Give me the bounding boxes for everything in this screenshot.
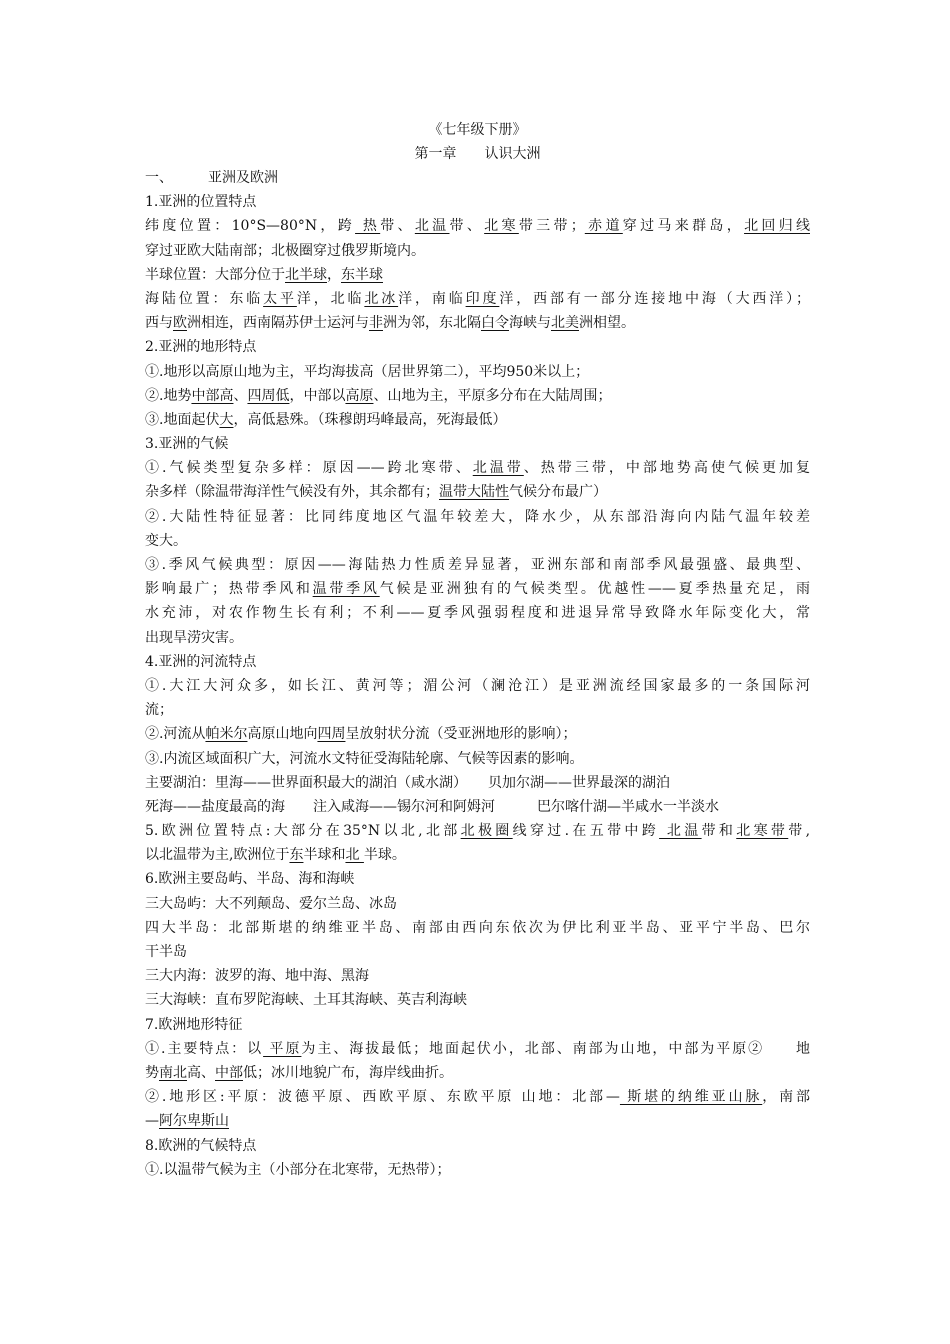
text-line bbox=[145, 674, 810, 698]
text-segment: 高原山地向 bbox=[247, 726, 318, 743]
text-segment: 带, bbox=[788, 823, 810, 840]
underlined-answer: 平原 bbox=[263, 1040, 302, 1057]
underlined-answer: 四周 bbox=[317, 726, 346, 743]
underlined-answer: 北温 bbox=[659, 823, 702, 840]
chapter-heading: 第一章 认识大洲 bbox=[414, 146, 541, 162]
underlined-answer: 南北 bbox=[159, 1064, 187, 1081]
text-line bbox=[145, 601, 810, 625]
text-line bbox=[145, 1158, 810, 1182]
text-line bbox=[145, 964, 810, 988]
underlined-answer: 北寒带 bbox=[736, 823, 789, 840]
text-line bbox=[145, 795, 810, 819]
text-segment: ， bbox=[327, 266, 341, 283]
text-segment: 杂多样（除温带海洋性气候没有外，其余都有； bbox=[145, 484, 439, 501]
underlined-answer: 中部高 bbox=[191, 387, 234, 404]
text-segment: 影响最广；热带季风和 bbox=[145, 581, 313, 598]
text-segment: 海陆位置：东临 bbox=[145, 290, 264, 307]
text-segment: 洲相连，西南隔苏伊士运河与 bbox=[187, 315, 369, 332]
text-segment: ①.大江大河众多，如长江、黄河等；湄公河（澜沧江）是亚洲流经国家最多的一条国际河 bbox=[145, 677, 810, 694]
text-segment: 三大内海：波罗的海、地中海、黑海 bbox=[145, 968, 369, 985]
text-line bbox=[145, 819, 810, 843]
text-line bbox=[145, 311, 810, 335]
underlined-answer: 温带大陆性 bbox=[439, 484, 509, 501]
text-segment: 带和 bbox=[701, 823, 737, 840]
text-segment: 海峡与 bbox=[509, 315, 551, 332]
document-title: 《七年级下册》 bbox=[428, 122, 527, 138]
document-page bbox=[145, 118, 810, 1182]
underlined-answer: 北寒 bbox=[484, 218, 519, 235]
text-line bbox=[145, 771, 810, 795]
underlined-answer: 东半球 bbox=[341, 266, 383, 283]
underlined-answer: 北回归线 bbox=[744, 218, 810, 235]
text-segment: 2.亚洲的地形特点 bbox=[145, 339, 257, 356]
text-segment: 洋，西部有一部分连接地中海（大西洋）； bbox=[499, 290, 810, 307]
text-line bbox=[145, 892, 810, 916]
text-segment: 出现旱涝灾害。 bbox=[145, 629, 243, 646]
text-segment: 西与 bbox=[145, 315, 173, 332]
text-line bbox=[145, 408, 810, 432]
underlined-answer: 四周低 bbox=[247, 387, 290, 404]
text-line bbox=[145, 239, 810, 263]
text-segment: 流； bbox=[145, 702, 173, 719]
text-line bbox=[145, 456, 810, 480]
text-line bbox=[145, 432, 810, 456]
underlined-answer: 北美 bbox=[551, 315, 579, 332]
text-line bbox=[145, 867, 810, 891]
text-line bbox=[145, 722, 810, 746]
text-line bbox=[145, 384, 810, 408]
text-segment: 三大海峡：直布罗陀海峡、土耳其海峡、英吉利海峡 bbox=[145, 992, 467, 1009]
text-segment: — bbox=[145, 1113, 159, 1130]
text-segment: ③.地面起伏 bbox=[145, 411, 220, 428]
text-segment: ，高低悬殊。（珠穆朗玛峰最高，死海最低） bbox=[233, 411, 507, 428]
text-segment: 呈放射状分流（受亚洲地形的影响）； bbox=[345, 726, 577, 743]
text-segment: 洲相望。 bbox=[579, 315, 635, 332]
text-segment: 半球。 bbox=[363, 847, 406, 864]
text-line bbox=[145, 335, 810, 359]
text-line bbox=[145, 916, 810, 940]
underlined-answer: 斯堪的纳维亚山脉 bbox=[619, 1089, 763, 1106]
text-line bbox=[145, 360, 810, 384]
text-segment: 高、 bbox=[187, 1064, 215, 1081]
text-segment: 3.亚洲的气候 bbox=[145, 436, 229, 453]
underlined-answer: 北 bbox=[345, 847, 364, 864]
underlined-answer: 北冰 bbox=[364, 290, 399, 307]
text-segment: 主要湖泊：里海——世界面积最大的湖泊（咸水湖） 贝加尔湖——世界最深的湖泊 bbox=[145, 774, 670, 791]
underlined-answer: 帕米尔 bbox=[205, 726, 248, 743]
text-segment: ③.内流区域面积广大，河流水文特征受海陆轮廓、气候等因素的影响。 bbox=[145, 750, 584, 767]
underlined-answer: 非 bbox=[369, 315, 383, 332]
text-segment: 以北温带为主,欧洲位于 bbox=[145, 847, 290, 864]
text-line bbox=[145, 1013, 810, 1037]
underlined-answer: 东 bbox=[289, 847, 304, 864]
text-segment: ，中部以 bbox=[289, 387, 346, 404]
text-segment: 、山地为主，平原多分布在大陆周围； bbox=[373, 387, 612, 404]
text-segment: 四大半岛：北部斯堪的纳维亚半岛、南部由西向东依次为伊比利亚半岛、亚平宁半岛、巴尔 bbox=[145, 919, 810, 936]
text-line bbox=[145, 1037, 810, 1061]
text-line bbox=[145, 1061, 810, 1085]
text-segment: 线穿过.在五带中跨 bbox=[512, 823, 660, 840]
text-segment: 气候分布最广） bbox=[509, 484, 607, 501]
text-segment: 5.欧洲位置特点:大部分在35°N以北,北部 bbox=[145, 823, 461, 840]
underlined-answer: 温带季风 bbox=[312, 581, 380, 598]
text-segment: 带、 bbox=[449, 218, 485, 235]
text-segment: 带三带； bbox=[518, 218, 585, 235]
text-segment: ①.气候类型复杂多样：原因——跨北寒带、 bbox=[145, 460, 473, 477]
text-segment: 死海——盐度最高的海 注入咸海——锡尔河和阿姆河 巴尔喀什湖—半咸水一半淡水 bbox=[145, 798, 719, 815]
text-line bbox=[145, 698, 810, 722]
text-line bbox=[145, 529, 810, 553]
text-segment: 低；冰川地貌广布，海岸线曲折。 bbox=[243, 1064, 453, 1081]
underlined-answer: 高原 bbox=[345, 387, 374, 404]
text-line bbox=[145, 480, 810, 504]
text-segment: 一、 亚洲及欧洲 bbox=[145, 170, 278, 186]
text-segment: 变大。 bbox=[145, 532, 187, 549]
text-segment: 为主、海拔最低；地面起伏小，北部、南部为山地，中部为平原② 地 bbox=[301, 1040, 810, 1057]
text-segment: 半球位置：大部分位于 bbox=[145, 266, 285, 283]
text-segment: 8.欧洲的气候特点 bbox=[145, 1137, 257, 1154]
text-line bbox=[145, 650, 810, 674]
text-segment: 三大岛屿：大不列颠岛、爱尔兰岛、冰岛 bbox=[145, 895, 397, 912]
text-line bbox=[145, 1085, 810, 1109]
text-segment: ，南部 bbox=[762, 1089, 810, 1106]
text-segment: ①.主要特点：以 bbox=[145, 1040, 264, 1057]
text-segment: 气候是亚洲独有的气候类型。优越性——夏季热量充足，雨 bbox=[379, 581, 810, 598]
text-segment: 洲为邻，东北隔 bbox=[383, 315, 481, 332]
text-segment: 干半岛 bbox=[145, 944, 187, 960]
text-line bbox=[145, 1109, 810, 1133]
text-segment: 7.欧洲地形特征 bbox=[145, 1016, 243, 1033]
text-segment: 半球和 bbox=[303, 847, 346, 864]
text-segment: 洋，北临 bbox=[296, 290, 365, 307]
text-line bbox=[145, 190, 810, 214]
text-segment: 1.亚洲的位置特点 bbox=[145, 194, 257, 211]
underlined-answer: 北温 bbox=[414, 218, 450, 235]
underlined-answer: 热 bbox=[355, 218, 381, 235]
text-segment: ②.地形区:平原：波德平原、西欧平原、东欧平原 山地：北部— bbox=[145, 1089, 620, 1106]
text-segment: 带、 bbox=[380, 218, 415, 235]
text-line bbox=[145, 263, 810, 287]
text-line bbox=[145, 287, 810, 311]
text-segment: ②.大陆性特征显著：比同纬度地区气温年较差大，降水少，从东部沿海向内陆气温年较差 bbox=[145, 508, 810, 525]
text-line bbox=[145, 1134, 810, 1158]
text-segment: ②.河流从 bbox=[145, 726, 206, 743]
text-line bbox=[145, 626, 810, 650]
text-segment: 势 bbox=[145, 1064, 159, 1081]
text-segment: 水充沛，对农作物生长有利；不利——夏季风强弱程度和进退异常导致降水年际变化大，常 bbox=[145, 605, 810, 622]
text-segment: 4.亚洲的河流特点 bbox=[145, 653, 257, 670]
text-line bbox=[145, 505, 810, 529]
text-line bbox=[145, 988, 810, 1012]
underlined-answer: 阿尔卑斯山 bbox=[159, 1113, 229, 1130]
text-line bbox=[145, 747, 810, 771]
text-segment: ①.地形以高原山地为主，平均海拔高（居世界第二），平均950米以上； bbox=[145, 363, 590, 380]
underlined-answer: 中部 bbox=[215, 1064, 243, 1081]
underlined-answer: 北半球 bbox=[285, 266, 327, 283]
text-segment: 、热带三带，中部地势高使气候更加复 bbox=[523, 460, 810, 477]
text-segment: ③.季风气候典型：原因——海陆热力性质差异显著，亚洲东部和南部季风最强盛、最典型、 bbox=[145, 557, 810, 573]
text-segment: 纬度位置：10°S—80°N，跨 bbox=[145, 218, 356, 235]
text-line bbox=[145, 553, 810, 577]
underlined-answer: 白令 bbox=[481, 315, 509, 332]
text-segment: 6.欧洲主要岛屿、半岛、海和海峡 bbox=[145, 871, 355, 888]
text-segment: ①.以温带气候为主（小部分在北寒带，无热带）； bbox=[145, 1161, 451, 1178]
text-segment: 穿过亚欧大陆南部；北极圈穿过俄罗斯境内。 bbox=[145, 242, 425, 259]
underlined-answer: 大 bbox=[219, 411, 234, 428]
underlined-answer: 北极圈 bbox=[460, 823, 513, 840]
text-line bbox=[145, 214, 810, 238]
underlined-answer: 印度 bbox=[465, 290, 500, 307]
text-segment: 、 bbox=[233, 387, 248, 404]
text-segment: 穿过马来群岛， bbox=[622, 218, 745, 235]
text-line bbox=[145, 843, 810, 867]
document-body bbox=[145, 166, 810, 1182]
underlined-answer: 北温带 bbox=[472, 460, 524, 477]
text-segment: 洋，南临 bbox=[398, 290, 466, 307]
underlined-answer: 赤道 bbox=[584, 218, 623, 235]
underlined-answer: 太平 bbox=[263, 290, 297, 307]
text-line bbox=[145, 166, 810, 190]
text-segment: ②.地势 bbox=[145, 387, 192, 404]
text-line bbox=[145, 940, 810, 964]
underlined-answer: 欧 bbox=[173, 315, 187, 332]
text-line bbox=[145, 577, 810, 601]
